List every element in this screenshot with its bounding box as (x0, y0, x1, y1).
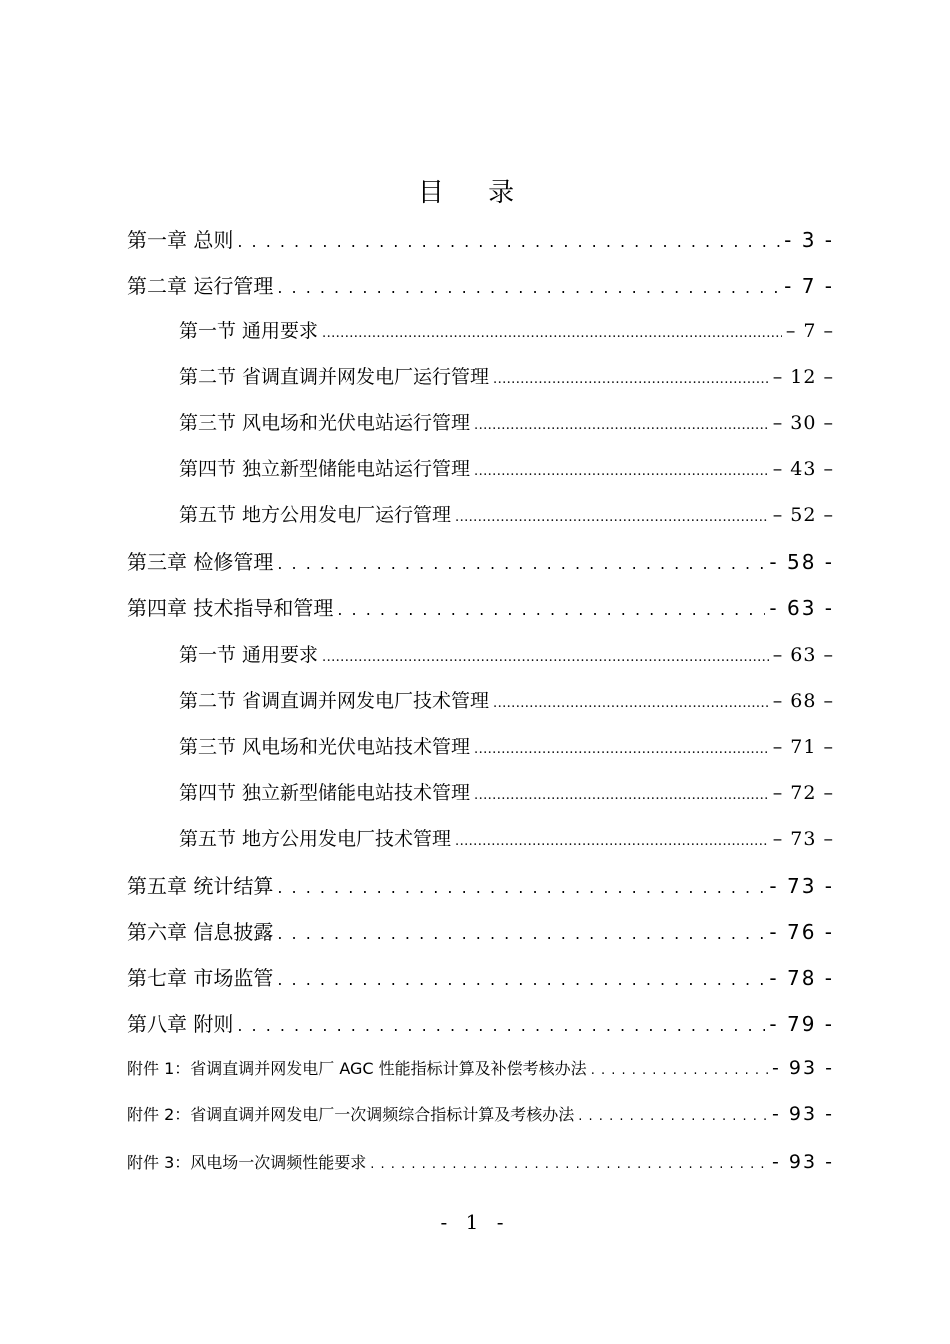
dot-leader (237, 228, 780, 252)
dot-leader (277, 920, 765, 944)
toc-page-number: – 72 – (772, 782, 834, 804)
toc-page-number: – 43 – (772, 458, 834, 480)
toc-entry-appendix-2[interactable] (127, 1102, 834, 1128)
dot-leader (578, 1105, 768, 1124)
dot-leader (474, 782, 769, 804)
dot-leader (474, 412, 769, 434)
dot-leader (370, 1153, 768, 1172)
toc-entry-label: 第七章 市场监管 (127, 966, 274, 990)
toc-entry-chapter-8[interactable] (127, 1008, 834, 1038)
toc-entry-chapter-1[interactable] (127, 224, 834, 254)
toc-entry-section-4-5[interactable] (179, 824, 834, 852)
toc-page-number: – 71 – (772, 736, 834, 758)
dot-leader (455, 504, 769, 526)
dot-leader (337, 596, 765, 620)
toc-entry-section-4-3[interactable] (179, 732, 834, 760)
dot-leader (591, 1059, 768, 1078)
toc-page-number: - 63 - (769, 596, 834, 620)
dot-leader (455, 828, 769, 850)
dot-leader (493, 690, 769, 712)
toc-entry-label: 第一节 通用要求 (179, 644, 319, 666)
toc-entry-label: 第四节 独立新型储能电站技术管理 (179, 782, 471, 804)
toc-page-number: – 12 – (772, 366, 834, 388)
toc-entry-chapter-2[interactable] (127, 270, 834, 300)
toc-entry-label: 第一节 通用要求 (179, 320, 319, 342)
toc-page-number: - 73 - (769, 874, 834, 898)
toc-entry-chapter-7[interactable] (127, 962, 834, 992)
toc-entry-label: 附件 2：省调直调并网发电厂一次调频综合指标计算及考核办法 (127, 1105, 575, 1124)
toc-entry-chapter-3[interactable] (127, 546, 834, 576)
toc-entry-label: 第四章 技术指导和管理 (127, 596, 334, 620)
toc-page-number: - 58 - (769, 550, 834, 574)
toc-page-number: - 78 - (769, 966, 834, 990)
toc-page-number: – 30 – (772, 412, 834, 434)
dot-leader (493, 366, 769, 388)
toc-entry-label: 第三节 风电场和光伏电站运行管理 (179, 412, 471, 434)
toc-entry-chapter-4[interactable] (127, 592, 834, 622)
toc-title: 目 录 (417, 178, 533, 208)
dot-leader (277, 966, 765, 990)
dot-leader (322, 644, 769, 666)
toc-entry-label: 第五章 统计结算 (127, 874, 274, 898)
toc-entry-chapter-6[interactable] (127, 916, 834, 946)
toc-page-number: – 52 – (772, 504, 834, 526)
toc-entry-section-4-2[interactable] (179, 686, 834, 714)
toc-page-number: – 73 – (772, 828, 834, 850)
dot-leader (237, 1012, 765, 1036)
dot-leader (277, 550, 765, 574)
toc-entry-appendix-1[interactable] (127, 1056, 834, 1082)
toc-entry-label: 第六章 信息披露 (127, 920, 274, 944)
toc-page-number: - 93 - (772, 1103, 834, 1125)
dot-leader (277, 874, 765, 898)
toc-entry-section-2-4[interactable] (179, 454, 834, 482)
toc-page-number: - 93 - (772, 1151, 834, 1173)
dot-leader (474, 736, 769, 758)
toc-entry-label: 第五节 地方公用发电厂技术管理 (179, 828, 452, 850)
toc-page-number: – 68 – (772, 690, 834, 712)
toc-entry-section-2-2[interactable] (179, 362, 834, 390)
toc-entry-appendix-3[interactable] (127, 1150, 834, 1176)
toc-entry-label: 第三节 风电场和光伏电站技术管理 (179, 736, 471, 758)
toc-entry-label: 第八章 附则 (127, 1012, 234, 1036)
toc-page-number: - 3 - (784, 228, 834, 252)
toc-entry-label: 第二节 省调直调并网发电厂技术管理 (179, 690, 490, 712)
toc-entry-section-4-1[interactable] (179, 640, 834, 668)
toc-entry-label: 第四节 独立新型储能电站运行管理 (179, 458, 471, 480)
toc-entry-label: 第二节 省调直调并网发电厂运行管理 (179, 366, 490, 388)
toc-entry-label: 第一章 总则 (127, 228, 234, 252)
toc-page-number: – 7 – (785, 320, 834, 342)
dot-leader (277, 274, 780, 298)
dot-leader (474, 458, 769, 480)
page-footer-number: - 1 - (440, 1210, 510, 1234)
toc-entry-label: 第五节 地方公用发电厂运行管理 (179, 504, 452, 526)
toc-entry-label: 第二章 运行管理 (127, 274, 274, 298)
toc-entry-section-2-3[interactable] (179, 408, 834, 436)
toc-entry-section-2-5[interactable] (179, 500, 834, 528)
toc-entry-chapter-5[interactable] (127, 870, 834, 900)
toc-page-number: - 7 - (784, 274, 834, 298)
toc-page-number: - 76 - (769, 920, 834, 944)
toc-entry-label: 第三章 检修管理 (127, 550, 274, 574)
toc-entry-label: 附件 3：风电场一次调频性能要求 (127, 1153, 367, 1172)
toc-entry-section-4-4[interactable] (179, 778, 834, 806)
toc-page-number: – 63 – (772, 644, 834, 666)
toc-page-number: - 79 - (769, 1012, 834, 1036)
toc-entry-label: 附件 1：省调直调并网发电厂 AGC 性能指标计算及补偿考核办法 (127, 1059, 587, 1078)
toc-page-number: - 93 - (772, 1057, 834, 1079)
toc-entry-section-2-1[interactable] (179, 316, 834, 344)
dot-leader (322, 320, 782, 342)
